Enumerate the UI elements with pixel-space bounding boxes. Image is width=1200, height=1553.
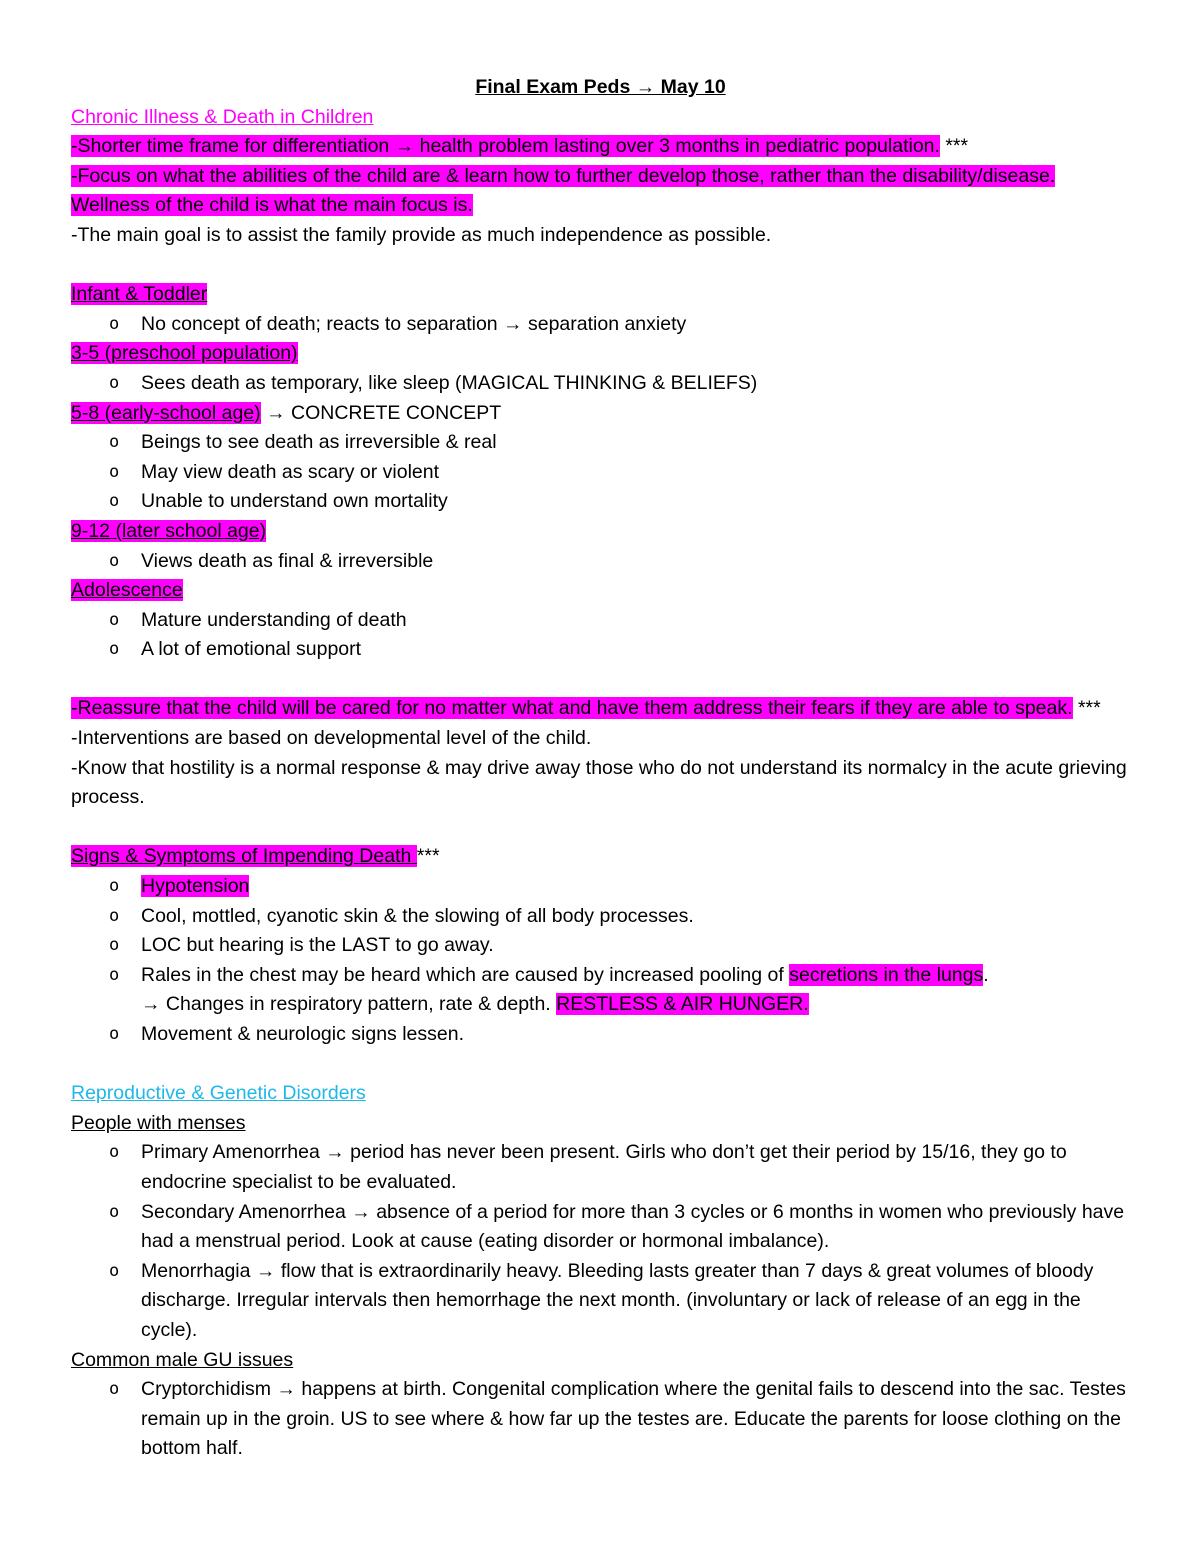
age-heading: 9-12 (later school age) [71,519,267,542]
hostility-line: -Know that hostility is a normal response & may drive away those who do not understand its normalcy in the acute grieving process. [71,756,1127,809]
age-heading-suffix: → CONCRETE CONCEPT [260,401,502,424]
spacer [71,813,1130,843]
interventions-line: -Interventions are based on developmental level of the child. [71,727,592,750]
signs-heading-text: Signs & Symptoms of Impending Death [71,845,417,868]
reassure-line [71,694,1130,724]
rales-highlight: secretions in the lungs [789,963,984,986]
signs-heading [71,842,1130,872]
menses-heading-text: People with menses [71,1111,246,1134]
list-item: o Menorrhagia → flow that is extraordinarily heavy. Bleeding lasts greater than 7 days & great volumes of bloody discharge. Irregular intervals then hemorrhage the next month. (involuntary or lack of release of an egg in the cycle). [71,1257,1130,1346]
age-heading: Infant & Toddler [71,283,208,306]
reassure-highlight: -Reassure that the child will be cared for no matter what and have them address their fears if they are able to speak. [71,697,1073,720]
age-group-preschool [71,339,1130,398]
list-item: o Cool, mottled, cyanotic skin & the slowing of all body processes. [71,902,1130,932]
signs-heading-tail: *** [416,845,440,868]
list-item [71,961,1130,991]
list-item: o Sees death as temporary, like sleep (MAGICAL THINKING & BELIEFS) [71,369,1130,399]
reassure-tail: *** [1072,697,1101,720]
chronic-line-2-highlight: -Focus on what the abilities of the child are & learn how to further develop those, rather than the disability/disease. Wellness of the child is what the main focus is. [71,164,1056,217]
list-item: o May view death as scary or violent [71,458,1130,488]
hypotension-highlight: Hypotension [141,875,250,898]
chronic-heading-text: Chronic Illness & Death in Children [71,105,374,128]
menses-heading [71,1109,1130,1139]
list-item: o Cryptorchidism → happens at birth. Congenital complication where the genital fails to descend into the sac. Testes remain up in the groin. US to see where & how far up the testes are. Educate the parents for loose clothing on the bottom half. [71,1375,1130,1464]
list-item: o Views death as final & irreversible [71,547,1130,577]
chronic-line-1-highlight: -Shorter time frame for differentiation → health problem lasting over 3 months in pediatric population. [71,135,940,158]
menses-list [71,1138,1130,1345]
age-heading: 3-5 (preschool population) [71,342,298,365]
chronic-line-1-tail: *** [939,135,969,158]
male-list [71,1375,1130,1464]
age-group-later-school [71,517,1130,576]
age-heading: 5-8 (early-school age) [71,401,261,424]
changes-highlight: RESTLESS & AIR HUNGER. [556,993,809,1016]
spacer [71,1050,1130,1080]
page-title: Final Exam Peds → May 10 [475,76,726,98]
list-item: o Beings to see death as irreversible & real [71,428,1130,458]
male-heading-text: Common male GU issues [71,1348,294,1371]
chronic-line-1 [71,132,1130,162]
list-item: o Secondary Amenorrhea → absence of a period for more than 3 cycles or 6 months in women who previously have had a menstrual period. Look at cause (eating disorder or hormonal imbalance). [71,1198,1130,1257]
list-item: o No concept of death; reacts to separation → separation anxiety [71,310,1130,340]
list-item: o A lot of emotional support [71,635,1130,665]
repro-heading-text: Reproductive & Genetic Disorders [71,1082,366,1105]
list-item: o Movement & neurologic signs lessen. [71,1020,1130,1050]
list-item: o Primary Amenorrhea → period has never been present. Girls who don’t get their period by 15/16, they go to endocrine specialist to be evaluated. [71,1138,1130,1197]
repro-heading [71,1079,1130,1109]
male-heading [71,1346,1130,1376]
chronic-heading [71,103,1130,133]
list-item: o LOC but hearing is the LAST to go away. [71,931,1130,961]
rales-end: . [983,963,989,986]
chronic-line-2 [71,162,1130,221]
spacer [71,251,1130,281]
spacer [71,665,1130,695]
changes-text: → Changes in respiratory pattern, rate & depth. [141,993,557,1016]
rales-text: Rales in the chest may be heard which are caused by increased pooling of [141,963,790,986]
age-group-infant [71,280,1130,339]
age-group-adolescence [71,576,1130,665]
list-item-continuation [71,990,1130,1020]
list-item [71,872,1130,902]
list-item: o Mature understanding of death [71,606,1130,636]
age-heading: Adolescence [71,579,183,602]
chronic-line-3: -The main goal is to assist the family provide as much independence as possible. [71,223,772,246]
list-item: o Unable to understand own mortality [71,487,1130,517]
signs-list [71,872,1130,1050]
age-group-early-school [71,399,1130,517]
